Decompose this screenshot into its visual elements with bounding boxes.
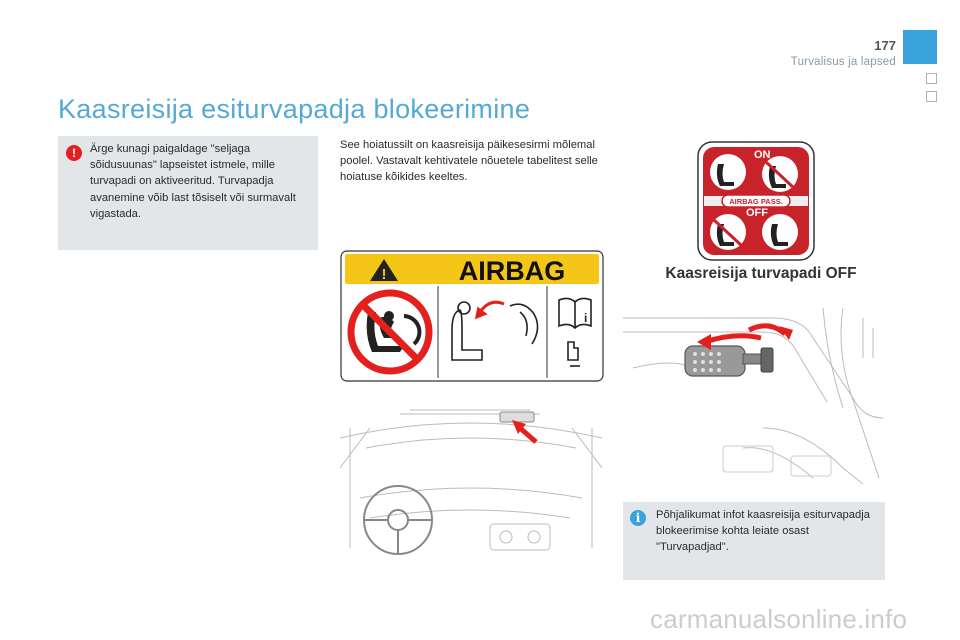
info-icon: i [630,510,646,526]
airbag-heading: AIRBAG [458,256,566,286]
exclamation-icon: ! [66,145,82,161]
page-number: 177 [874,38,896,53]
sun-visor-label [500,412,534,422]
badge-off-label: OFF [746,207,768,219]
section-title: Turvalisus ja lapsed [790,56,896,68]
body-text: See hoiatussilt on kaasreisija päikesesirmi mõlemal poolel. Vastavalt kehtivatele nõuetele tabelitest selle hoiatuse kõikides keeltes. [340,139,598,184]
chapter-tab-active[interactable] [903,30,937,64]
info-text: Põhjalikumat infot kaasreisija esiturvapadja blokeerimise kohta leiate osast "Turvapadjad". [656,509,870,554]
airbag-off-caption: Kaasreisija turvapadi OFF [665,265,857,282]
chapter-tab[interactable] [926,73,937,84]
warning-text: Ärge kunagi paigaldage "seljaga sõidusuunas" lapseistet istmele, mille turvapadi on aktiveeritud. Turvapadja avanemine võib last tõsiselt või surmavalt vigastada. [90,143,296,220]
watermark: carmanualsonline.info [650,604,908,634]
page-title: Kaasreisija esiturvapadja blokeerimine [58,94,531,124]
svg-text:i: i [584,311,588,325]
no-rear-facing-seat-icon [351,293,429,371]
badge-band-label: AIRBAG PASS. [729,197,783,206]
chapter-tab[interactable] [926,91,937,102]
dashboard-illustration [340,408,602,572]
airbag-warning-label [340,250,604,382]
warning-triangle-mark: ! [381,266,387,283]
key-switch-illustration [623,308,885,484]
airbag-pass-badge [696,140,816,262]
badge-on-label: ON [754,149,771,161]
